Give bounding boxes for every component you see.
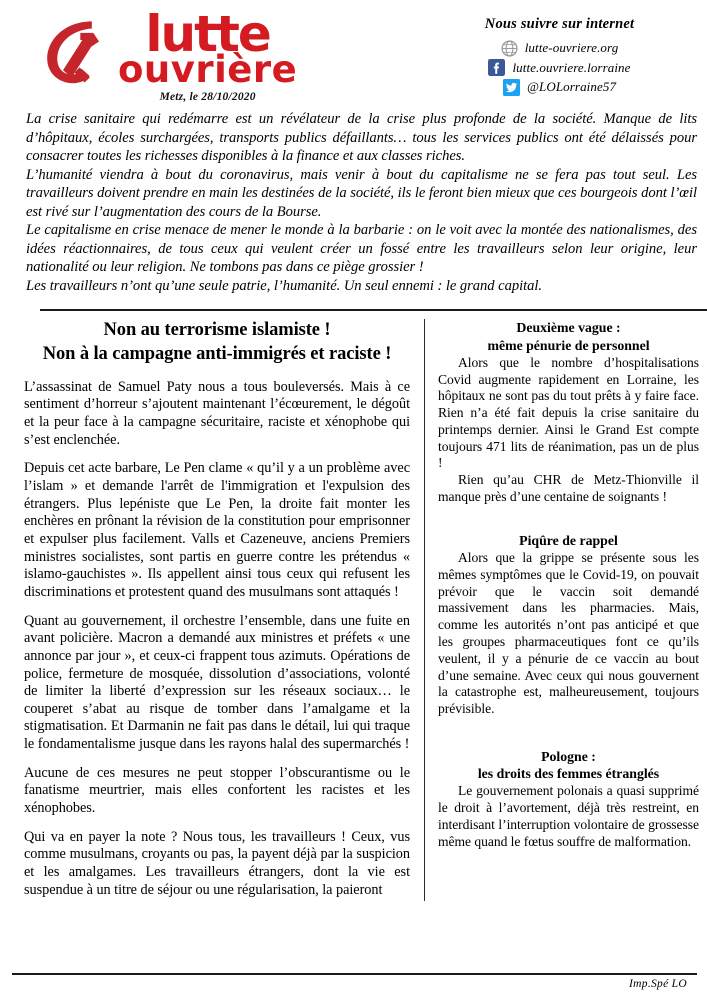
intro-paragraph-2: L’humanité viendra à bout du coronavirus, mais venir à bout du capitalisme ne se fera pas tout seul. Les travailleurs doivent prendre en main les destinées de la société, ils le feront bien mieux que ces bourgeois dont l’œil est rivé sur l’augmentation des cours de la Bourse. [26,166,697,220]
page-footer [0,973,707,1000]
facebook-icon [488,59,505,76]
section-2-title-line-1: Piqûre de rappel [519,532,618,548]
facebook-link[interactable] [488,59,630,76]
section-3-title-line-2: les droits des femmes étranglés [477,766,660,782]
right-s3-paragraph-1: Le gouvernement polonais a quasi supprimé le droit à l’avortement, déjà très restreint, en interdisant l’interruption volontaire de grossesse même quand le fœtus souffre de malformation. [438,783,699,849]
follow-us-title: Nous suivre sur internet [484,16,635,32]
twitter-link[interactable] [503,79,616,96]
brand-line-2: ouvrière [118,48,298,91]
wordmark-block [118,5,298,103]
intro-paragraph-4: Les travailleurs n’ont qu’une seule patrie, l’humanité. Un seul ennemi : le grand capital. [26,277,542,294]
left-paragraph-1: L’assassinat de Samuel Paty nous a tous bouleversés. Mais à ce sentiment d’horreur s’ajoutent maintenant l’écœurement, le dégoût et la peur face à la campagne sécuritaire, raciste et xénophobe qui s’est enclenchée. [24,378,410,448]
intro-editorial [0,108,707,295]
right-s2-paragraph-1: Alors que la grippe se présente sous les mêmes symptômes que le Covid-19, on pouvait prévoir que le vaccin soit demandé massivement dans les pharmacies. Mais, comme les autorités n’ont pas anticipé et que les groupes pharmaceutiques font ce qu’ils veulent, il y a pénurie de ce vaccin au bout d’une semaine. Avec ceux qui nous gouvernent la catastrophe est, malheureusement, toujours prévisible. [438,550,699,717]
brand-block [12,5,440,103]
twitter-icon [503,79,520,96]
hammer-and-sickle-icon [40,16,112,90]
globe-icon [501,40,518,57]
left-column [24,319,424,903]
brand-wordmark [118,5,298,91]
left-paragraph-2: Depuis cet acte barbare, Le Pen clame « qu’il y a un problème avec l’islam » et demande l'arrêt de l'immigration et l'expulsion des étrangers. Plus lepéniste que Le Pen, la droite fait monter les enchères en prônant la révision de la constitution pour emprisonner et expulser plus facilement. Valls et Cazeneuve, anciens Premiers ministres socialistes, sont partis en guerre contre les prétendus « islamo-gauchistes ». Ils appellent ainsi tous ceux qui refusent les discriminations et protestent quand des musulmans sont attaqués ! [24,460,410,600]
intro-paragraph-1: La crise sanitaire qui redémarre est un révélateur de la crise plus profonde de la société. Manque de lits d’hôpitaux, écoles surchargées, transports publics défaillants… tous les services publics ont été délaissés pour consacrer toutes les richesses disponibles à la finance et aux classes riches. [26,111,697,165]
website-link[interactable] [501,40,619,57]
brand-line-1: lutte [145,5,270,63]
article-columns [0,311,707,903]
twitter-link-label: @LOLorraine57 [526,79,617,94]
section-1-title-line-2: même pénurie de personnel [487,337,650,353]
website-link-label: lutte-ouvriere.org [524,40,619,55]
intro-paragraph-3: Le capitalisme en crise menace de mener le monde à la barbarie : on le voit avec la montée des nationalismes, des idées réactionnaires, de tous ceux qui veulent créer un fossé entre les travailleurs selon leur origine, leur nationalité ou leur religion. Ne tombons pas dans ce piège grossier ! [26,222,697,276]
right-section-2-title [438,532,699,549]
section-1-title-line-1: Deuxième vague : [516,320,621,336]
left-paragraph-4: Aucune de ces mesures ne peut stopper l’obscurantisme ou le fanatisme meurtrier, mais elles confortent les racistes et les xénophobes. [24,764,410,817]
right-section-1-title [438,319,699,353]
left-column-headline [24,319,410,366]
headline-line-2: Non à la campagne anti-immigrés et raciste ! [42,343,392,364]
right-s1-paragraph-1: Alors que le nombre d’hospitalisations Covid augmente rapidement en Lorraine, les hôpitaux ne sont pas du tout prêts à y faire face. Rien n’a été fait depuis la crise sanitaire du printemps dernier. Ainsi le Grand Est compte toujours 471 lits de réanimation, pas un de plus ! [438,354,699,471]
right-column [425,319,703,903]
left-paragraph-3: Quant au gouvernement, il orchestre l’ensemble, dans une fuite en avant policière. Macron a demandé aux ministres et préfets « une annonce par jour », et ceux-ci frappent tous azimuts. Opérations de police, fermeture de mosquée, dissolution d’associations, volonté de limiter la liberté d’expression sur les réseaux sociaux… le couperet s’abat au risque de tomber dans l’amalgame et la stigmatisation. Et Darmanin ne fait pas dans le détail, lui qui traque le fondamentalisme jusque dans les rayons halal des supermarchés ! [24,612,410,753]
right-s1-paragraph-2: Rien qu’au CHR de Metz-Thionville il manque près d’une centaine de soignants ! [438,472,699,505]
masthead [0,0,707,108]
headline-line-1: Non au terrorisme islamiste ! [103,320,331,341]
follow-us-block [440,14,695,96]
imprint-label: Imp.Spé LO [629,978,687,990]
section-3-title-line-1: Pologne : [541,748,596,764]
dateline: Metz, le 28/10/2020 [159,90,256,103]
facebook-link-label: lutte.ouvriere.lorraine [512,59,631,75]
left-paragraph-5: Qui va en payer la note ? Nous tous, les travailleurs ! Ceux, vus comme musulmans, croyants ou pas, la payent déjà par la suspicion et les amalgames. Les travailleurs étrangers, dont la vie est suspendue à un titre de séjour ou une régularisation, la paieront [24,828,410,898]
right-section-3-title [438,748,699,782]
